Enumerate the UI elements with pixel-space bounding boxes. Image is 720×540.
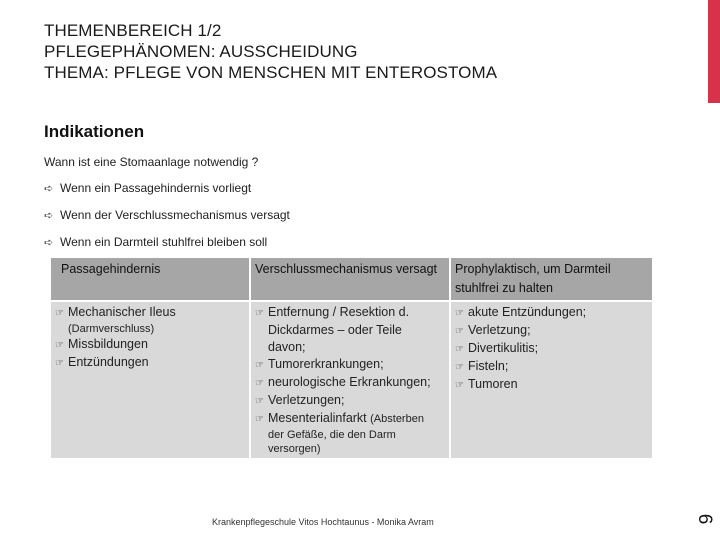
pointing-hand-icon: ☞ [455, 308, 464, 319]
footer-text: Krankenpflegeschule Vitos Hochtaunus - Monika Avram [212, 517, 434, 527]
list-item: ☞ Fisteln; [455, 358, 648, 376]
title-line-3: THEMA: PFLEGE VON MENSCHEN MIT ENTEROSTOMA [44, 63, 498, 82]
list-item-note: der Gefäße, die den Darm [268, 429, 396, 441]
page-number: 6 [694, 513, 715, 525]
list-item: ☞ neurologische Erkrankungen; [255, 374, 445, 392]
bullet-text: Wenn der Verschlussmechanismus versagt [60, 208, 290, 222]
header-passagehindernis: Passagehindernis [51, 258, 250, 301]
list-item-continuation: davon; [268, 340, 306, 354]
list-item: ☞ Tumoren [455, 376, 648, 394]
accent-bar [708, 0, 720, 103]
pointing-hand-icon: ☞ [455, 380, 464, 391]
arrow-bullet-icon: ➪ [44, 237, 54, 249]
header-verschlussmechanismus: Verschlussmechanismus versagt [250, 258, 450, 301]
bullet-item [44, 208, 290, 222]
list-item: ☞ Mesenterialinfarkt (Absterben [255, 410, 445, 428]
list-item-continuation: Dickdarmes – oder Teile [268, 323, 402, 337]
pointing-hand-icon: ☞ [55, 308, 64, 319]
list-item: ☞ Verletzung; [455, 322, 648, 340]
table-header-row [51, 258, 652, 301]
list-item: ☞ Entzündungen [55, 354, 245, 372]
pointing-hand-icon: ☞ [55, 340, 64, 351]
list-item: ☞ Divertikulitis; [455, 340, 648, 358]
bullet-text: Wenn ein Darmteil stuhlfrei bleiben soll [60, 235, 268, 249]
list-item-note: (Absterben [370, 413, 424, 425]
list-item-note: versorgen) [268, 443, 321, 455]
pointing-hand-icon: ☞ [255, 360, 264, 371]
section-heading: Indikationen [44, 122, 145, 141]
list-item-note: (Darmverschluss) [68, 323, 155, 335]
slide-title [44, 20, 497, 83]
pointing-hand-icon: ☞ [255, 378, 264, 389]
title-line-2: PFLEGEPHÄNOMEN: AUSSCHEIDUNG [44, 42, 358, 61]
pointing-hand-icon: ☞ [455, 344, 464, 355]
pointing-hand-icon: ☞ [455, 362, 464, 373]
list-item: ☞ Mechanischer Ileus [55, 304, 245, 322]
header-prophylaktisch: Prophylaktisch, um Darmteil stuhlfrei zu halten [450, 258, 652, 301]
list-item: ☞ Entfernung / Resektion d. [255, 304, 445, 322]
cell-verschlussmechanismus [250, 301, 450, 458]
pointing-hand-icon: ☞ [55, 358, 64, 369]
cell-passagehindernis [51, 301, 250, 458]
bullet-item [44, 235, 267, 249]
bullet-item [44, 181, 251, 195]
arrow-bullet-icon: ➪ [44, 183, 54, 195]
list-item: ☞ Verletzungen; [255, 392, 445, 410]
bullet-text: Wenn ein Passagehindernis vorliegt [60, 181, 252, 195]
table-body-row [51, 301, 652, 458]
pointing-hand-icon: ☞ [455, 326, 464, 337]
cell-prophylaktisch [450, 301, 652, 458]
pointing-hand-icon: ☞ [255, 396, 264, 407]
indications-table [51, 258, 652, 458]
list-item: ☞ Missbildungen [55, 336, 245, 354]
pointing-hand-icon: ☞ [255, 414, 264, 425]
arrow-bullet-icon: ➪ [44, 210, 54, 222]
pointing-hand-icon: ☞ [255, 308, 264, 319]
list-item: ☞ akute Entzündungen; [455, 304, 648, 322]
list-item: ☞ Tumorerkrankungen; [255, 356, 445, 374]
question-text: Wann ist eine Stomaanlage notwendig ? [44, 155, 259, 169]
title-line-1: THEMENBEREICH 1/2 [44, 21, 222, 40]
